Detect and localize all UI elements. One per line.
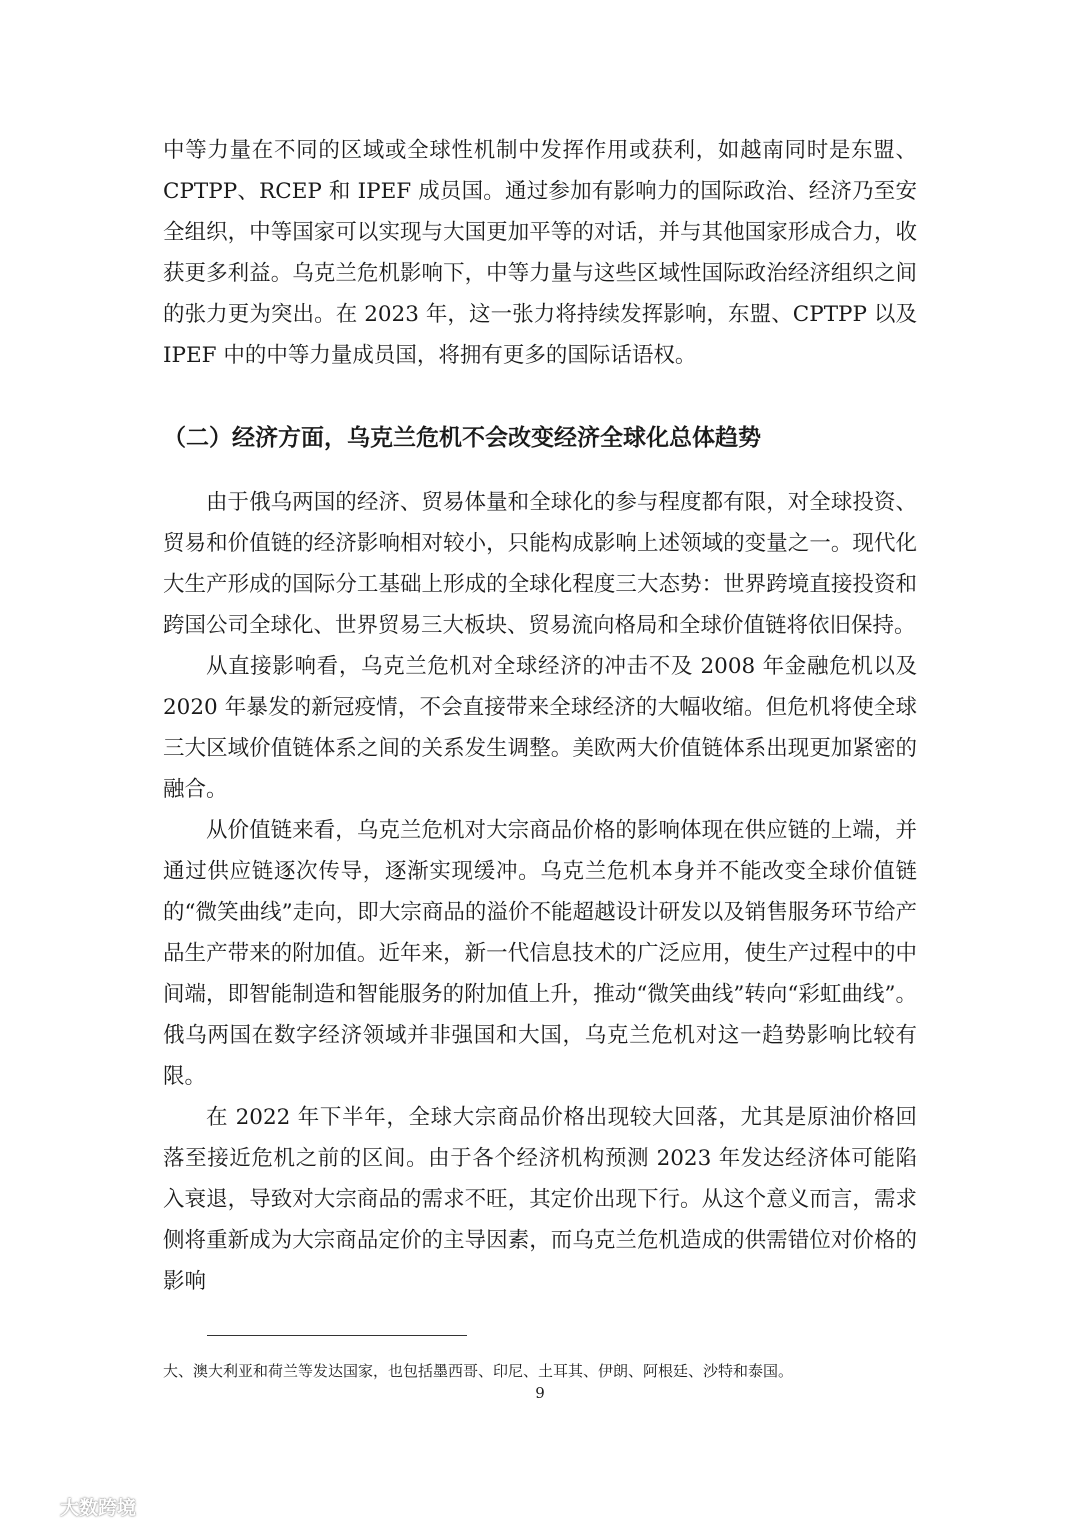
paragraph-middle-powers: 中等力量在不同的区域或全球性机制中发挥作用或获利，如越南同时是东盟、CPTPP、RCEP 和 IPEF 成员国。通过参加有影响力的国际政治、经济乃至安全组织，中等国家可以实现与大国更加平等的对话，并与其他国家形成合力，收获更多利益。乌克兰危机影响下，中等力量与这些区域性国际政治经济组织之间的张力更为突出。在 2023 年，这一张力将持续发挥影响，东盟、CPTPP 以及 IPEF 中的中等力量成员国，将拥有更多的国际话语权。 bbox=[163, 138, 917, 368]
paragraph-commodity-prices: 在 2022 年下半年，全球大宗商品价格出现较大回落，尤其是原油价格回落至接近危机之前的区间。由于各个经济机构预测 2023 年发达经济体可能陷入衰退，导致对大宗商品的需求不旺，其定价出现下行。从这个意义而言，需求侧将重新成为大宗商品定价的主导因素，而乌克兰危机造成的供需错位对价格的影响 bbox=[163, 1105, 917, 1294]
footnote-divider bbox=[207, 1335, 467, 1336]
paragraph-value-chain: 从价值链来看，乌克兰危机对大宗商品价格的影响体现在供应链的上端，并通过供应链逐次传导，逐渐实现缓冲。乌克兰危机本身并不能改变全球价值链的“微笑曲线”走向，即大宗商品的溢价不能超越设计研发以及销售服务环节给产品生产带来的附加值。近年来，新一代信息技术的广泛应用，使生产过程中的中间端，即智能制造和智能服务的附加值上升，推动“微笑曲线”转向“彩虹曲线”。俄乌两国在数字经济领域并非强国和大国，乌克兰危机对这一趋势影响比较有限。 bbox=[163, 818, 917, 1089]
footnote-text: 大、澳大利亚和荷兰等发达国家，也包括墨西哥、印尼、土耳其、伊朗、阿根廷、沙特和泰国。 bbox=[163, 1362, 794, 1380]
watermark bbox=[10, 1493, 136, 1519]
paragraph-globalization: 由于俄乌两国的经济、贸易体量和全球化的参与程度都有限，对全球投资、贸易和价值链的经济影响相对较小，只能构成影响上述领域的变量之一。现代化大生产形成的国际分工基础上形成的全球化程度三大态势：世界跨境直接投资和跨国公司全球化、世界贸易三大板块、贸易流向格局和全球价值链将依旧保持。 bbox=[163, 490, 917, 638]
section-heading: （二）经济方面，乌克兰危机不会改变经济全球化总体趋势 bbox=[163, 425, 761, 451]
chat-bubble-logo-icon bbox=[10, 1494, 56, 1518]
watermark-text: 大数跨境 bbox=[60, 1496, 137, 1519]
paragraph-direct-impact: 从直接影响看，乌克兰危机对全球经济的冲击不及 2008 年金融危机以及 2020 年暴发的新冠疫情，不会直接带来全球经济的大幅收缩。但危机将使全球三大区域价值链体系之间的关系发生调整。美欧两大价值链体系出现更加紧密的融合。 bbox=[163, 654, 917, 802]
page-number: 9 bbox=[535, 1384, 545, 1402]
